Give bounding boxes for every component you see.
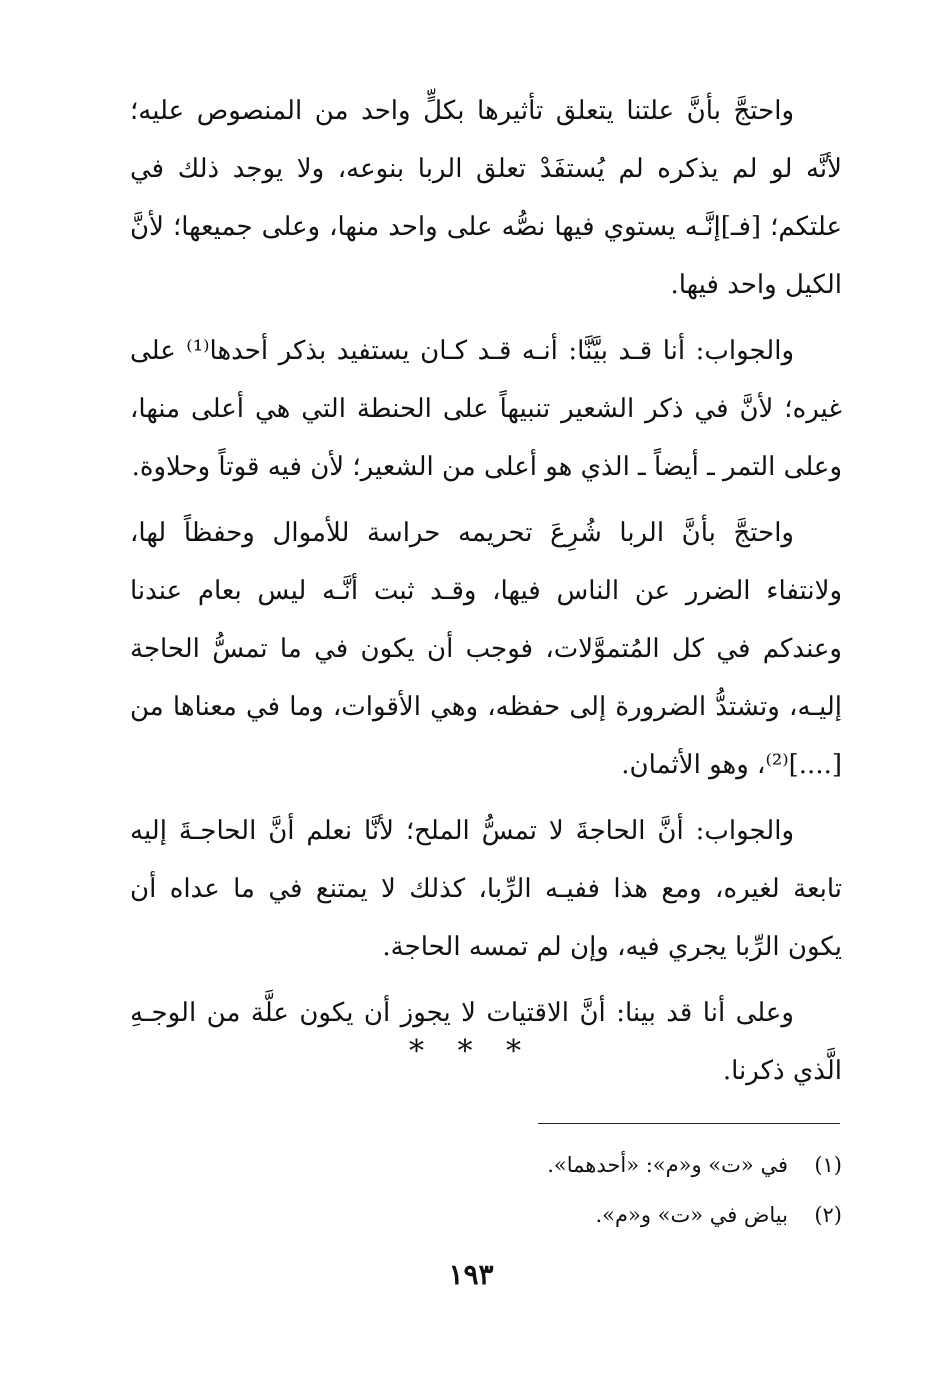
paragraph-5: وعلى أنا قد بينا: أنَّ الاقتيات لا يجوز أن يكون علَّة من الوجـهِ الَّذي ذكرنا. [130,998,842,1086]
paragraph-3: واحتجَّ بأنَّ الربا شُرِعَ تحريمه حراسة للأموال وحفظاً لها، ولانتفاء الضرر عن الناس فيها، وقـد ثبت أنَّـه ليس بعام عندنا وعندكم في كل المُتموَّلات، فوجب أن يكون في ما تمسُّ الحاجة إليـه، وتشتدُّ الضرورة إلى حفظه، وهي الأقوات، وما في معناها من [....]⁽²⁾، وهو الأثمان. [130,518,842,780]
paragraph-4: والجواب: أنَّ الحاجةَ لا تمسُّ الملح؛ لأنَّا نعلم أنَّ الحاجـةَ إليه تابعة لغيره، ومع هذا ففيـه الرِّبا، كذلك لا يمتنع في ما عداه أن يكون الرِّبا يجري فيه، وإن لم تمسه الحاجة. [130,816,842,962]
footnote-text: في «ت» و«م»: «أحدهما». [547,1153,788,1177]
page-number: ١٩٣ [448,1258,494,1291]
paragraph-1: واحتجَّ بأنَّ علتنا يتعلق تأثيرها بكلٍّ واحد من المنصوص عليه؛ لأنَّه لو لم يذكره لم يُستفَدْ تعلق الربا بنوعه، ولا يوجد ذلك في علتكم؛ [فـ]إنَّـه يستوي فيها نصُّه على واحد منها، وعلى جميعها؛ لأنَّ الكيل واحد فيها. [130,96,842,300]
main-text [130,82,842,1108]
footnote-number: (٢) [814,1203,842,1227]
paragraph-2: والجواب: أنا قـد بيَّنَّا: أنـه قـد كـان يستفيد بذكر أحدها⁽¹⁾ على غيره؛ لأنَّ في ذكر الشعير تنبيهاً على الحنطة التي هي أعلى منها، وعلى التمر ـ أيضاً ـ الذي هو أعلى من الشعير؛ لأن فيه قوتاً وحلاوة. [130,336,842,482]
footnote-number: (١) [814,1153,842,1177]
footnote-divider [538,1123,840,1124]
footnote-text: بياض في «ت» و«م». [595,1203,788,1227]
footnote-2 [130,1190,842,1240]
footnotes [130,1140,842,1240]
section-separator: * * * [408,1034,534,1069]
footnote-1 [130,1140,842,1190]
